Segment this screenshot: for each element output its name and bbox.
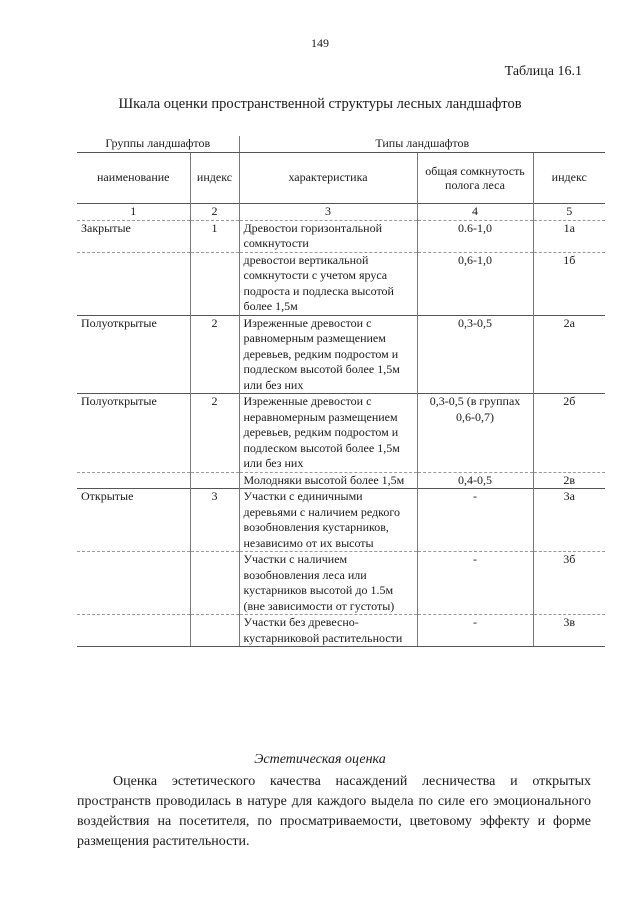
density-cell: 0.6-1,0: [417, 220, 533, 252]
header-group-index: индекс: [190, 153, 239, 204]
density-cell: 0,3-0,5: [417, 315, 533, 394]
column-number: 5: [533, 204, 605, 221]
header-types: Типы ландшафтов: [239, 136, 605, 153]
column-number: 2: [190, 204, 239, 221]
type-index-cell: 3б: [533, 552, 605, 615]
group-index-cell: [190, 472, 239, 489]
type-index-cell: 2б: [533, 394, 605, 473]
type-index-cell: 1б: [533, 252, 605, 315]
characteristic-cell: Изреженные древостои с равномерным размещением деревьев, редким подростом и подлеском высотой более 1,5м или без них: [239, 315, 417, 394]
density-cell: 0,6-1,0: [417, 252, 533, 315]
density-cell: -: [417, 615, 533, 647]
group-index-cell: [190, 552, 239, 615]
table-row: [77, 315, 605, 394]
group-name-cell: Закрытые: [77, 220, 190, 252]
table-title: Шкала оценки пространственной структуры лесных ландшафтов: [118, 96, 522, 112]
characteristic-cell: Изреженные древостои с неравномерным размещением деревьев, редким подростом и подлеском высотой более 1,5м или без них: [239, 394, 417, 473]
group-name-cell: [77, 472, 190, 489]
type-index-cell: 2а: [533, 315, 605, 394]
column-number: 3: [239, 204, 417, 221]
group-name-cell: [77, 552, 190, 615]
table-row: [77, 252, 605, 315]
table-row: [77, 615, 605, 647]
type-index-cell: 3в: [533, 615, 605, 647]
density-cell: -: [417, 489, 533, 552]
group-name-cell: Открытые: [77, 489, 190, 552]
group-index-cell: [190, 252, 239, 315]
section-title: Эстетическая оценка: [254, 752, 386, 767]
header-name: наименование: [77, 153, 190, 204]
density-cell: -: [417, 552, 533, 615]
group-index-cell: 1: [190, 220, 239, 252]
density-cell: 0,4-0,5: [417, 472, 533, 489]
group-index-cell: 2: [190, 315, 239, 394]
table-row: [77, 472, 605, 489]
type-index-cell: 1а: [563, 220, 575, 235]
header-type-index: индекс: [551, 170, 587, 185]
header-density: общая сомкнутость полога леса: [417, 153, 533, 204]
table-row: [77, 552, 605, 615]
column-number: 4: [417, 204, 533, 221]
landscape-structure-table: [77, 136, 605, 647]
group-name-cell: [77, 615, 190, 647]
group-index-cell: 3: [190, 489, 239, 552]
characteristic-cell: Древостои горизонтальной сомкнутости: [239, 220, 417, 252]
group-index-cell: [190, 615, 239, 647]
characteristic-cell: Участки без древесно-кустарниковой растительности: [239, 615, 417, 647]
page-number: 149: [311, 36, 329, 50]
group-name-cell: Полуоткрытые: [77, 315, 190, 394]
table-row: [77, 489, 605, 552]
table-row: [77, 394, 605, 473]
table-row: [77, 220, 605, 252]
body-paragraph: Оценка эстетического качества насаждений лесничества и открытых пространств проводилась в натуре для каждого выдела по силе его эмоционального воздействия на посетителя, по просматриваемости, цветовому эффекту и форме размещения растительности.: [77, 774, 591, 849]
type-index-cell: 3а: [533, 489, 605, 552]
table-reference: Таблица 16.1: [504, 64, 582, 79]
characteristic-cell: Участки с единичными деревьями с наличием редкого возобновления кустарников, независимо от их высоты: [239, 489, 417, 552]
group-index-cell: 2: [190, 394, 239, 473]
characteristic-cell: Участки с наличием возобновления леса или кустарников высотой до 1.5м (вне зависимости от густоты): [239, 552, 417, 615]
characteristic-cell: древостои вертикальной сомкнутости с учетом яруса подроста и подлеска высотой более 1,5м: [239, 252, 417, 315]
density-cell: 0,3-0,5 (в группах 0,6-0,7): [417, 394, 533, 473]
group-name-cell: Полуоткрытые: [77, 394, 190, 473]
group-name-cell: [77, 252, 190, 315]
header-characteristic: характеристика: [239, 153, 417, 204]
characteristic-cell: Молодняки высотой более 1,5м: [239, 472, 417, 489]
header-groups: Группы ландшафтов: [77, 136, 239, 153]
column-number: 1: [77, 204, 190, 221]
type-index-cell: 2в: [533, 472, 605, 489]
